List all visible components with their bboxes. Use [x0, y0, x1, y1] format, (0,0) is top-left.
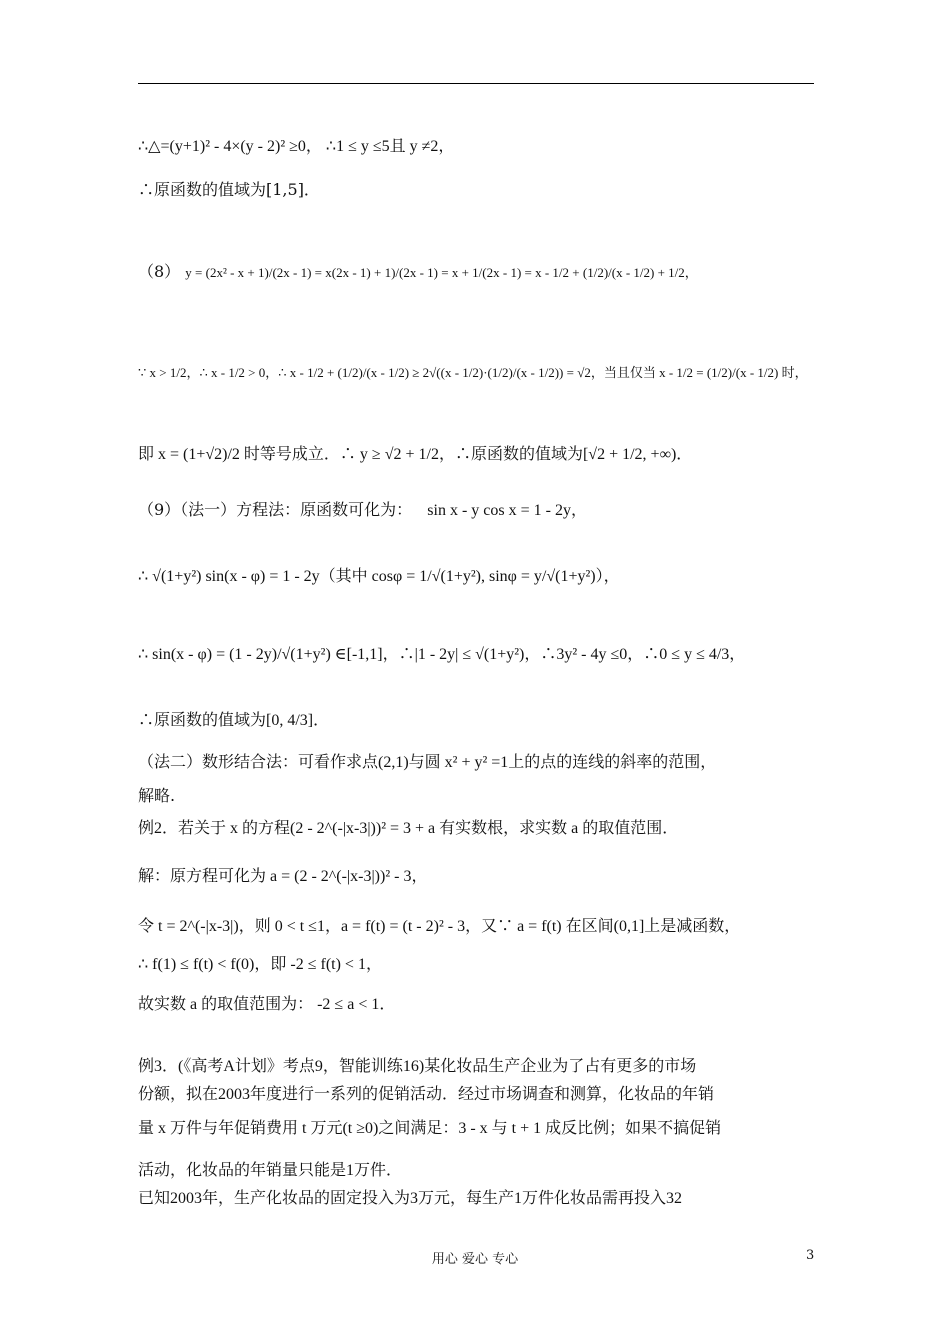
text-line — [138, 816, 678, 841]
equation: sin x - y cos x = 1 - 2y， — [427, 502, 587, 519]
method-heading: （9）（法一）方程法：原函数可化为： — [138, 500, 413, 519]
text-line — [138, 750, 716, 775]
text-line — [138, 864, 427, 889]
header-rule — [138, 83, 814, 84]
method-two: （法二）数形结合法：可看作求点(2,1)与圆 x² + y² =1上的点的连线的斜率的范围， — [138, 754, 717, 771]
text-line — [138, 708, 329, 733]
text-line — [138, 134, 454, 159]
inequality-derivation: ∵ x > 1/2，∴ x - 1/2 > 0，∴ x - 1/2 + (1/2)/(x - 1/2) ≥ 2√((x - 1/2)·(1/2)/(x - 1/2)) = √2，当且仅当 x - 1/2 = (1/2)/(x - 1/2) 时， — [138, 365, 808, 380]
text-line — [138, 784, 175, 808]
solution-result: 故实数 a 的取值范围为： -2 ≤ a < 1． — [138, 996, 396, 1013]
page-footer: 用心 爱心 专心 — [431, 1252, 519, 1267]
equation: y = (2x² - x + 1)/(2x - 1) = x(2x - 1) + 1)/(2x - 1) = x + 1/(2x - 1) = x - 1/2 + (1/2)/(x - 1/2) + 1/2， — [185, 265, 698, 280]
example-three-text: 活动，化妆品的年销量只能是1万件． — [138, 1162, 403, 1179]
text-line — [138, 178, 320, 202]
range-result: ∴原函数的值域为[0, 4/3]． — [138, 712, 330, 729]
text-line — [138, 1116, 721, 1141]
item-number: （8） — [138, 262, 181, 281]
page-number: 3 — [806, 1248, 815, 1263]
example-three-text: 份额，拟在2003年度进行一系列的促销活动．经过市场调查和测算，化妆品的年销 — [138, 1086, 715, 1103]
example-two-question: 例2．若关于 x 的方程(2 - 2^(-|x-3|))² = 3 + a 有实数根，求实数 a 的取值范围． — [138, 820, 679, 837]
text-line — [138, 442, 692, 467]
range-result: ∴原函数的值域为[1,5]． — [138, 180, 320, 199]
range-derivation: ∴ sin(x - φ) = (1 - 2y)/√(1+y²) ∈[-1,1]，∴|1 - 2y| ≤ √(1+y²)，∴3y² - 4y ≤0，∴0 ≤ y ≤ 4/3， — [138, 646, 746, 663]
text-line — [138, 1158, 402, 1183]
text-line — [138, 564, 620, 589]
text-line — [138, 952, 382, 977]
text-line — [138, 914, 740, 939]
text-line — [138, 1082, 714, 1107]
equality-condition: 即 x = (1+√2)/2 时等号成立．∴ y ≥ √2 + 1/2，∴原函数的值域为[√2 + 1/2, +∞)． — [138, 446, 693, 463]
example-three-text: 已知2003年，生产化妆品的固定投入为3万元，每生产1万件化妆品需再投入32 — [138, 1190, 683, 1207]
example-three-text: 例3．(《高考A计划》考点9，智能训练16)某化妆品生产企业为了占有更多的市场 — [138, 1058, 697, 1075]
text-line — [138, 1186, 682, 1211]
solution-step: 令 t = 2^(-|x-3|)，则 0 < t ≤1，a = f(t) = (t - 2)² - 3，又∵ a = f(t) 在区间(0,1]上是减函数， — [138, 918, 741, 935]
solution-step: ∴ f(1) ≤ f(t) < f(0)，即 -2 ≤ f(t) < 1， — [138, 956, 382, 973]
auxiliary-angle-equation: ∴ √(1+y²) sin(x - φ) = 1 - 2y（其中 cosφ = 1/√(1+y²), sinφ = y/√(1+y²)）， — [138, 568, 620, 585]
text-line — [138, 260, 698, 285]
solution-step: 解：原方程可化为 a = (2 - 2^(-|x-3|))² - 3， — [138, 868, 428, 885]
solution-omitted: 解略. — [138, 786, 176, 805]
discriminant-condition: ∴△=(y+1)² - 4×(y - 2)² ≥0， ∴1 ≤ y ≤5且 y ≠2， — [138, 138, 455, 155]
text-line — [138, 360, 808, 385]
text-line — [138, 642, 745, 667]
example-three-text: 量 x 万件与年促销费用 t 万元(t ≥0)之间满足：3 - x 与 t + 1 成反比例；如果不搞促销 — [138, 1120, 722, 1137]
text-line — [138, 992, 395, 1017]
text-line — [138, 498, 587, 523]
text-line — [138, 1054, 696, 1079]
